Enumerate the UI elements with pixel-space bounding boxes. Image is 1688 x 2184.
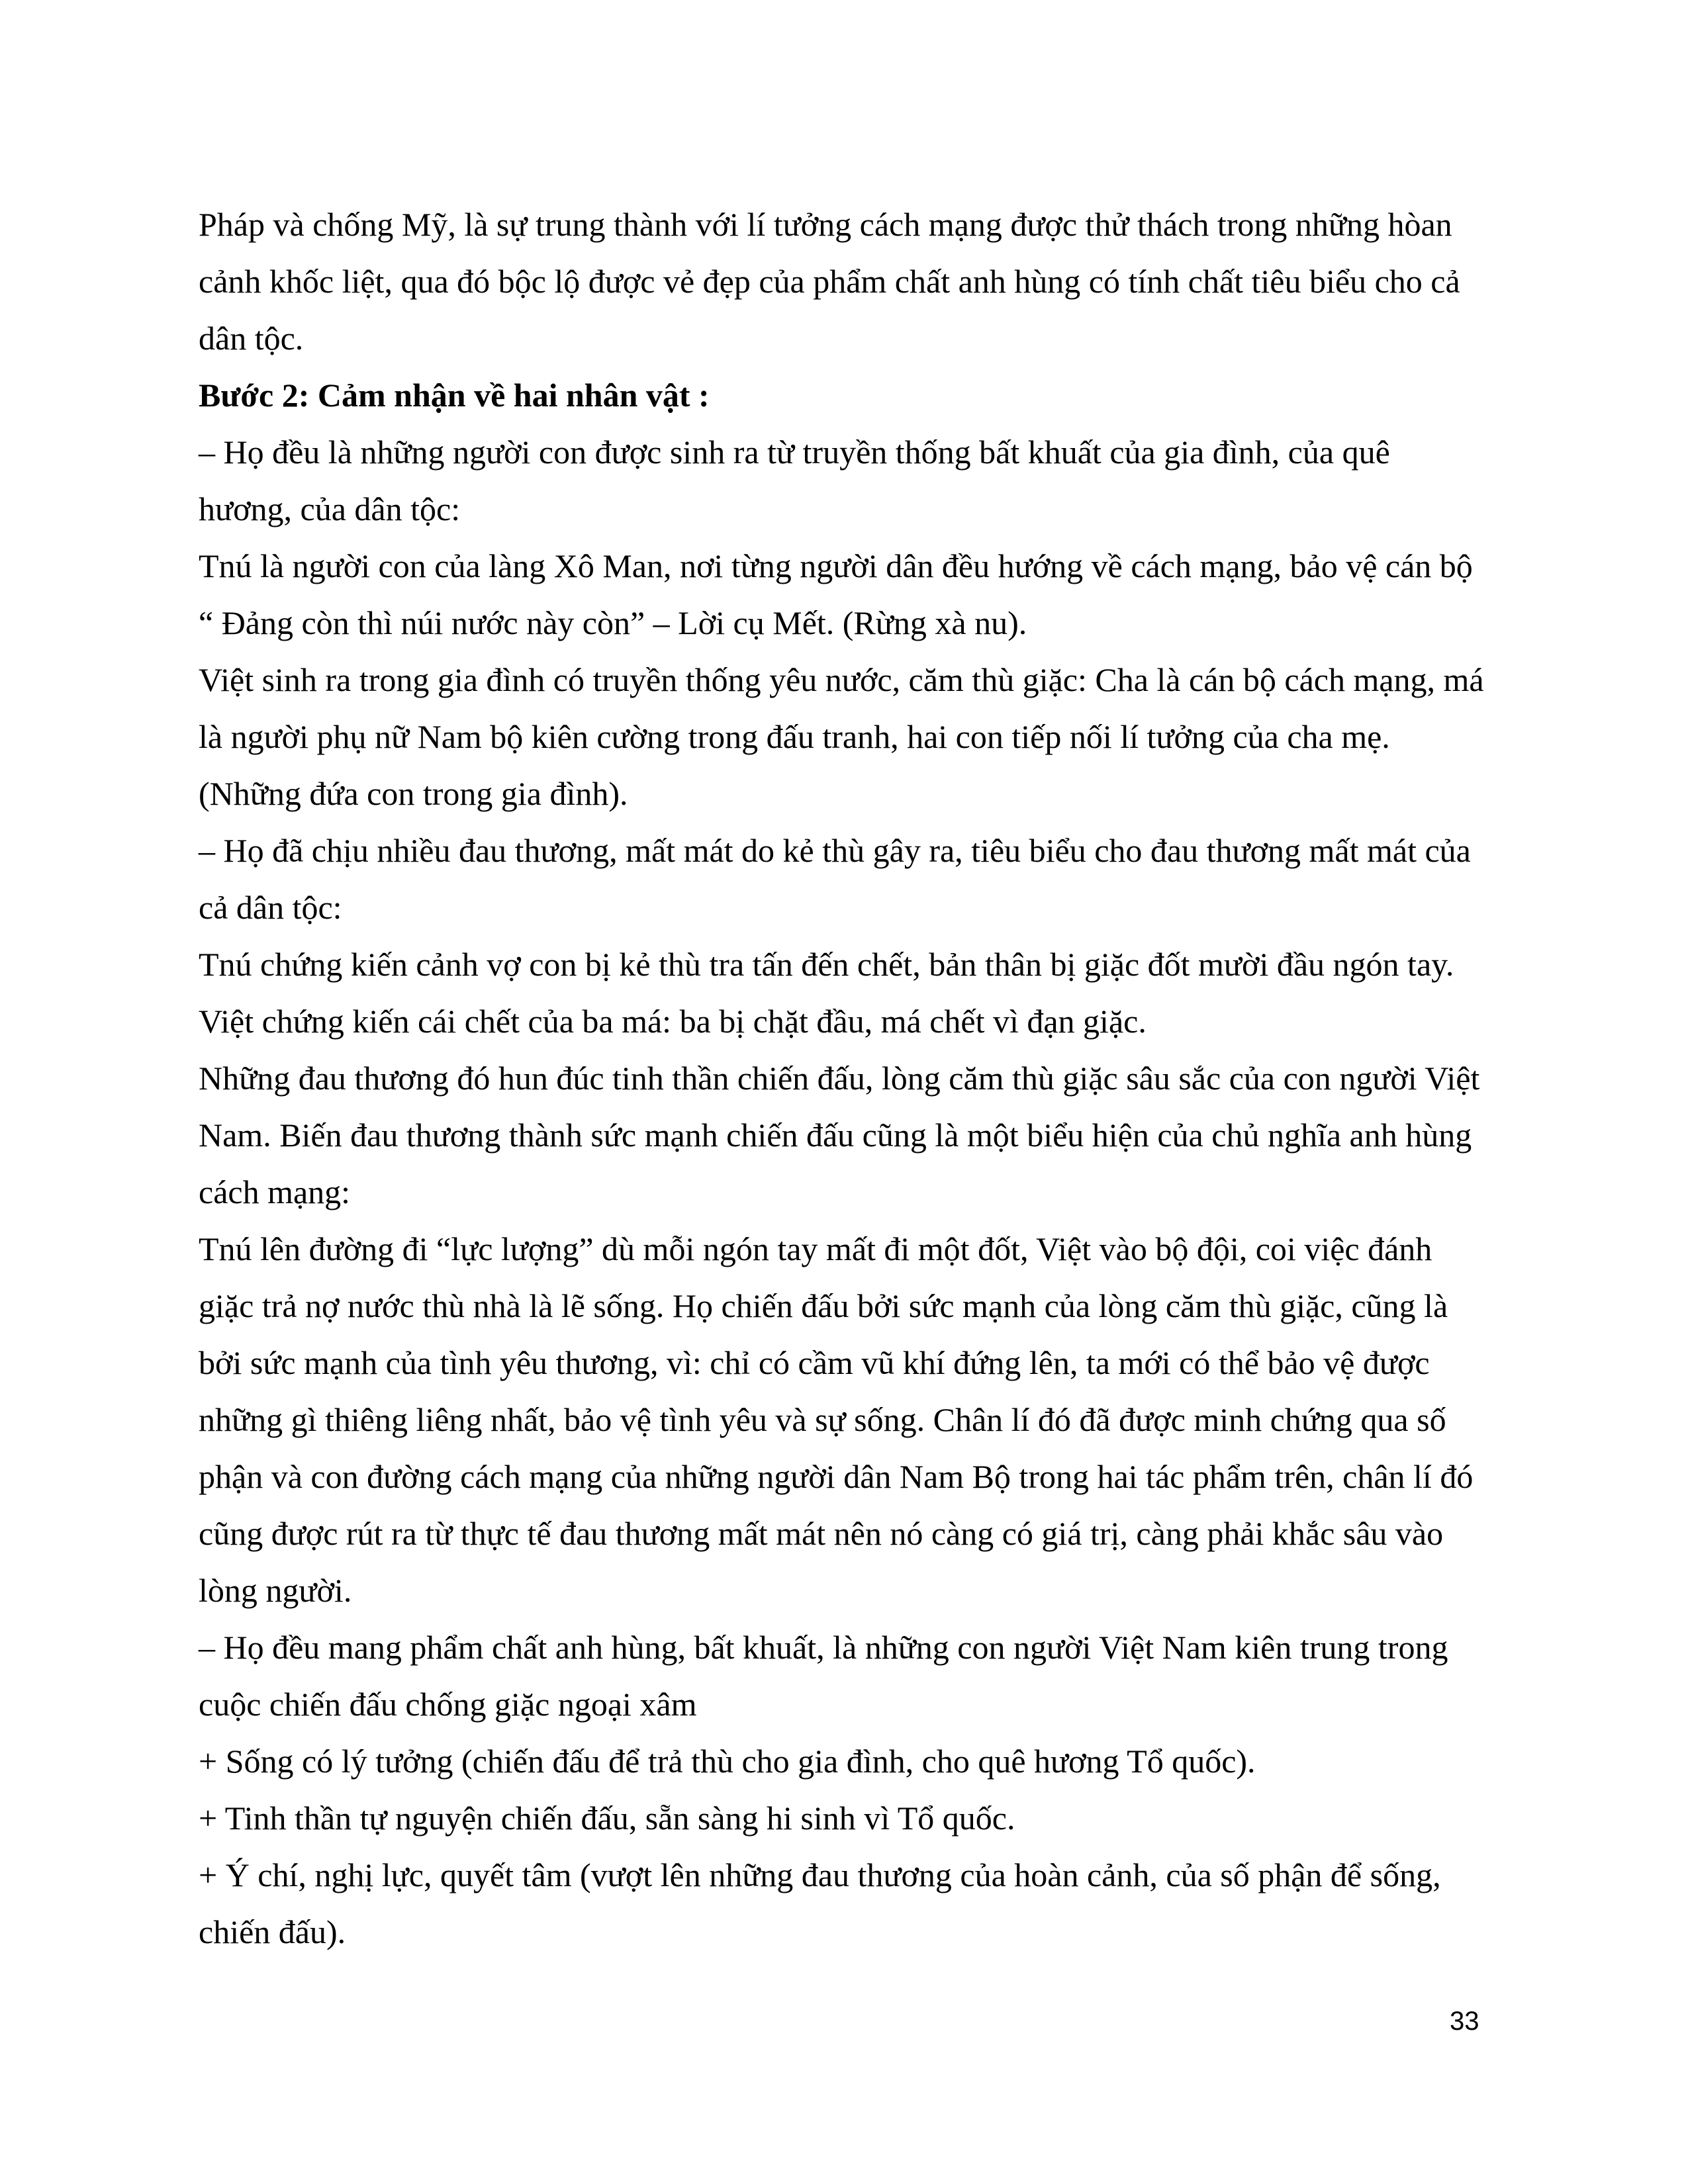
document-body: [199, 196, 1489, 1960]
paragraph-line: hương, của dân tộc:: [199, 490, 461, 527]
paragraph-line: Tnú là người con của làng Xô Man, nơi từng người dân đều hướng về cách mạng, bảo vệ cán bộ: [199, 547, 1473, 584]
paragraph-line: (Những đứa con trong gia đình).: [199, 775, 628, 812]
paragraph-line: Pháp và chống Mỹ, là sự trung thành với lí tưởng cách mạng được thử thách trong những hòan: [199, 206, 1452, 243]
paragraph-line: – Họ đã chịu nhiều đau thương, mất mát do kẻ thù gây ra, tiêu biểu cho đau thương mất mát của: [199, 832, 1471, 869]
paragraph-line: Việt sinh ra trong gia đình có truyền thống yêu nước, căm thù giặc: Cha là cán bộ cách mạng, má: [199, 661, 1484, 698]
paragraph-line: bởi sức mạnh của tình yêu thương, vì: chỉ có cầm vũ khí đứng lên, ta mới có thể bảo vệ được: [199, 1344, 1430, 1381]
paragraph-line: những gì thiêng liêng nhất, bảo vệ tình yêu và sự sống. Chân lí đó đã được minh chứng qua số: [199, 1401, 1446, 1438]
paragraph-line: Tnú chứng kiến cảnh vợ con bị kẻ thù tra tấn đến chết, bản thân bị giặc đốt mười đầu ngón tay.: [199, 946, 1454, 983]
paragraph-line: là người phụ nữ Nam bộ kiên cường trong đấu tranh, hai con tiếp nối lí tưởng của cha mẹ.: [199, 718, 1390, 755]
list-item-line: + Sống có lý tưởng (chiến đấu để trả thù cho gia đình, cho quê hương Tổ quốc).: [199, 1743, 1256, 1780]
list-item-line: + Ý chí, nghị lực, quyết tâm (vượt lên những đau thương của hoàn cảnh, của số phận để sống,: [199, 1856, 1441, 1893]
list-item-line: + Tinh thần tự nguyện chiến đấu, sẵn sàng hi sinh vì Tổ quốc.: [199, 1799, 1015, 1837]
paragraph-line: cuộc chiến đấu chống giặc ngoại xâm: [199, 1686, 697, 1723]
paragraph-line: Việt chứng kiến cái chết của ba má: ba bị chặt đầu, má chết vì đạn giặc.: [199, 1003, 1147, 1040]
paragraph-line: cách mạng:: [199, 1173, 351, 1210]
paragraph-line: giặc trả nợ nước thù nhà là lẽ sống. Họ chiến đấu bởi sức mạnh của lòng căm thù giặc, cũng là: [199, 1287, 1448, 1324]
paragraph-line: phận và con đường cách mạng của những người dân Nam Bộ trong hai tác phẩm trên, chân lí đó: [199, 1458, 1474, 1495]
paragraph-line: – Họ đều là những người con được sinh ra từ truyền thống bất khuất của gia đình, của quê: [199, 433, 1390, 471]
paragraph-line: cảnh khốc liệt, qua đó bộc lộ được vẻ đẹp của phẩm chất anh hùng có tính chất tiêu biểu cho cả: [199, 263, 1460, 300]
paragraph-line: cả dân tộc:: [199, 889, 342, 926]
paragraph-line: cũng được rút ra từ thực tế đau thương mất mát nên nó càng có giá trị, càng phải khắc sâu vào: [199, 1515, 1444, 1552]
section-heading: Bước 2: Cảm nhận về hai nhân vật :: [199, 377, 710, 414]
page-number: 33: [1450, 2007, 1479, 2036]
paragraph-line: Những đau thương đó hun đúc tinh thần chiến đấu, lòng căm thù giặc sâu sắc của con người Việt: [199, 1060, 1480, 1097]
paragraph-line: dân tộc.: [199, 320, 304, 357]
paragraph-line: lòng người.: [199, 1572, 352, 1609]
paragraph-line: “ Đảng còn thì núi nước này còn” – Lời cụ Mết. (Rừng xà nu).: [199, 604, 1027, 641]
paragraph-line: Nam. Biến đau thương thành sức mạnh chiến đấu cũng là một biểu hiện của chủ nghĩa anh hùng: [199, 1116, 1472, 1154]
paragraph-line: Tnú lên đường đi “lực lượng” dù mỗi ngón tay mất đi một đốt, Việt vào bộ đội, coi việc đánh: [199, 1230, 1432, 1267]
paragraph-line: – Họ đều mang phẩm chất anh hùng, bất khuất, là những con người Việt Nam kiên trung trong: [199, 1629, 1448, 1666]
list-item-line: chiến đấu).: [199, 1913, 346, 1950]
